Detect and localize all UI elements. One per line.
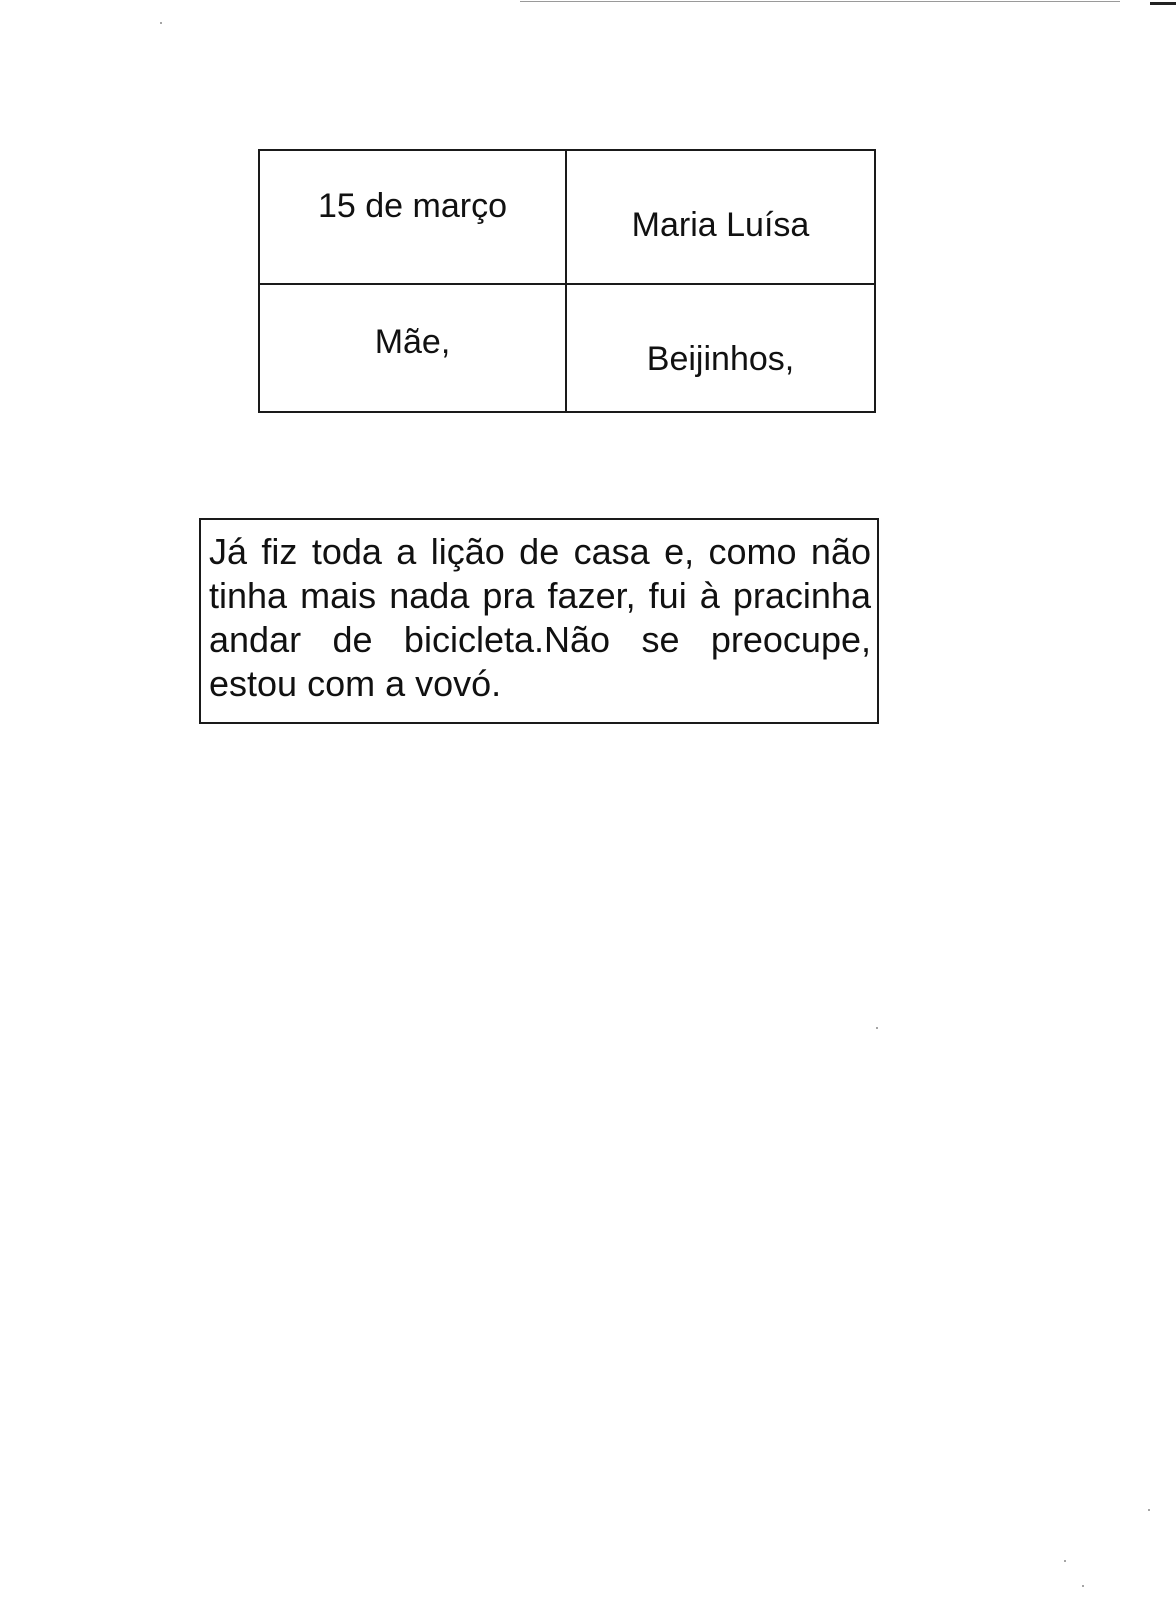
- closing-cell: [567, 285, 874, 411]
- scan-edge-line: [520, 1, 1120, 2]
- date-text: 15 de março: [318, 187, 507, 225]
- scan-speck: [160, 22, 162, 24]
- scan-speck: [1064, 1560, 1066, 1562]
- scan-corner-mark: [1150, 2, 1176, 5]
- signature-text: Maria Luísa: [631, 206, 810, 244]
- note-parts-table: [258, 149, 876, 413]
- signature-cell: [567, 151, 874, 285]
- message-text: Já fiz toda a lição de casa e, como não tinha mais nada pra fazer, fui à pracinha andar de bicicleta.Não se preocupe, estou com a vovó.: [209, 531, 871, 704]
- date-cell: [260, 151, 567, 285]
- greeting-cell: [260, 285, 567, 411]
- scan-speck: [876, 1027, 878, 1029]
- scan-speck: [1082, 1585, 1084, 1587]
- message-box: [199, 518, 879, 724]
- closing-text: Beijinhos,: [646, 340, 795, 378]
- greeting-text: Mãe,: [374, 323, 451, 361]
- scan-speck: [1148, 1509, 1150, 1511]
